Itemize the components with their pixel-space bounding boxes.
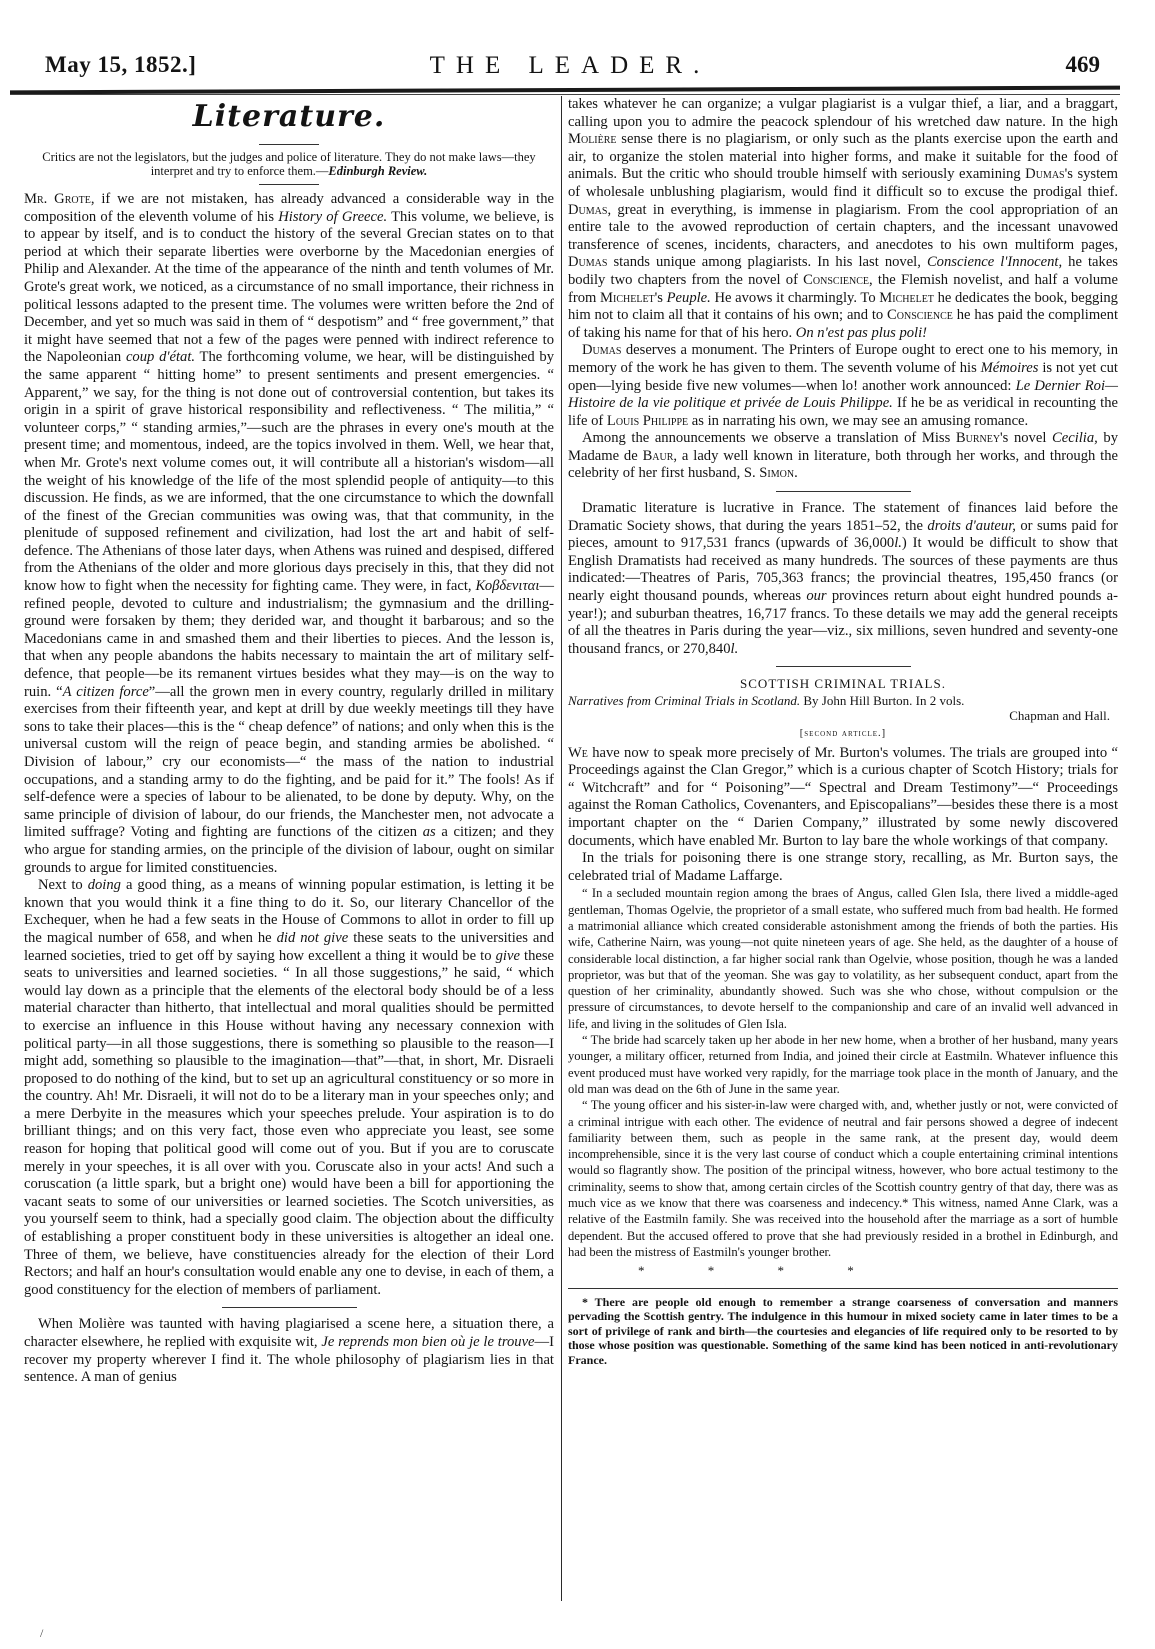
italic-phrase: A citizen force — [62, 683, 149, 700]
epigraph — [24, 151, 554, 178]
text-run: Dramatic literature is lucrative in France. The statement of finances laid before the Dramatic Society shows, that during the years 1851–52, the — [568, 500, 1118, 534]
proper-name: Dumas — [568, 201, 608, 218]
italic-phrase: as — [422, 824, 436, 841]
text-run: these seats to universities and learned societies. “ In all those suggestions,” he said, “ which would lay down as a principle that the elements of the electoral body should be of a less material character than hitherto, that intellectual and moral qualities should be permitted to exercise an influence in this House without having any necessary connexion with political party—in all those suggestions, there is something so plausible to the reason—I might add, something so plausible to the imagination—that”—that, in short, Mr. Disraeli proposed to do nothing of the kind, but to set up an agricultural constituency or so more in the country. Ah! Mr. Disraeli, it will not do to be a literary man in your speeches only; and a mere Derbyite in the measures which your speeches prelude. Your aspiration is to do brilliant things; and on this very fact, those even who appreciate you least, see some reason for hoping that political good will come out of you. But if you are to coruscate merely in your speeches, it is all over with you. Coruscate also in your acts! And such a coruscation (a little spark, but a bright one) would have been a bill for apportioning the vacant seats to some of our universities or learned societies. The Scotch universities, as you yourself seem to think, had a specially good claim. The objection about the difficulty of establishing a proper constituent body in these universities is altogether an ideal one. Three of them, we believe, have constituencies already for the election of their Lord Rectors; and half an hour's consultation would enable any one to devise, in each of them, a good constituency for the election of members of parliament. — [24, 947, 554, 1298]
italic-phrase: droits d'auteur, — [927, 517, 1016, 534]
review-book-title: Narratives from Criminal Trials in Scotland. — [568, 693, 801, 708]
italic-phrase: doing — [87, 877, 121, 894]
text-run: If he be as veridical in recounting the life of — [568, 395, 1118, 429]
text-run: he has paid the compliment of taking his name for that of his hero. — [568, 307, 1118, 341]
paragraph-burton — [568, 745, 1118, 851]
proper-name: Michelet — [600, 289, 655, 306]
section-rule — [776, 491, 911, 492]
book-title: Cecilia, — [1052, 430, 1098, 447]
title-rule — [259, 144, 319, 145]
text-run: , great in everything, is immense in plagiarism. From the cool appropriation of an entire tale to the avowed reproduction of certain chapters, and the incessant unavowed transference of scenes, incidents, characters, and anecdotes to his own multiform pages, — [568, 201, 1118, 253]
review-heading: SCOTTISH CRIMINAL TRIALS. — [740, 676, 946, 692]
italic-phrase: Je reprends mon bien où je le trouve — [321, 1334, 535, 1350]
text-run: —I recover my property wherever I find it. The whole philosophy of plagiarism lies in that sentence. A man of genius — [24, 1334, 554, 1386]
quote-paragraph: “ The young officer and his sister-in-law were charged with, and, whether justly or not, were convicted of a criminal intrigue with each other. The evidence of neutral and fair persons showed a degree of indecent familiarity between them, such as people in the same rank, at the present day, would deem incomprehensible, since it is the very last course of conduct which a couple entertaining criminal intentions would so flagrantly show. The position of the principal witness, however, who bore actual testimony to the criminality, seems to show that, among certain circles of the Scottish country gentry of that day, there was as much vice as we know that there was coarseness and indecency.* This witness, named Anne Clark, was a relative of the Eastmiln family. She was received into the household after the marriage as a sort of humble dependent. But the accused offered to prove that she had previously resided in a brothel in Edinburgh, and had been the mistress of Eastmiln's younger brother. — [568, 1098, 1118, 1259]
currency-mark: l. — [894, 535, 902, 552]
text-run: takes whatever he can organize; a vulgar plagiarist is a vulgar thief, a liar, and a braggart, calling upon you to admire the peacock splendour of his wretched daw nature. In the high — [568, 96, 1118, 130]
text-run: Next to — [38, 877, 88, 894]
lead-name: Mr. Grote, — [24, 191, 95, 207]
text-run: a citizen; and they who argue for standing armies, on the principle of the division of labour, ought on similar grounds to argue for limited constituencies. — [24, 824, 554, 876]
text-run: if we are not mistaken, has already advanced a considerable way in the composition of the eleventh volume of his — [24, 191, 554, 225]
proper-name: Conscience — [803, 271, 870, 288]
italic-phrase: On n'est pas plus poli! — [795, 324, 928, 341]
epigraph-text: Critics are not the legislators, but the judges and police of literature. They do not make laws—they interpret and try to enforce them.— — [42, 150, 536, 178]
text-run: ”—all the grown men in every country, regularly drilled in military exercises from their fifteenth year, and kept at drill by due weekly meetings till they have sons to take their places—this is the “ cheap defence” of nations; and only when this is the universal custom will the reign of peace begin, and standing armies be abolished. “ Division of labour,” cry our economists—“ the mass of the nation to industrial occupations, and a standing army to do the fighting, and be paid for it.” The fools! As if self-defence were a species of labour to be alienated, to be done by deputy. Why, on the same principle of division of labour, do our friends, the Manchester men, not advocate a limited suffrage? Voting and fighting are functions of the citizen — [24, 683, 554, 841]
proper-name: Louis Philippe — [606, 412, 689, 429]
proper-name: Burney — [955, 430, 1001, 447]
quote-paragraph: “ In a secluded mountain region among the braes of Angus, called Glen Isla, there lived a middle-aged gentleman, Thomas Ogelvie, the proprietor of a small estate, who suffered much from bad health. He formed a matrimonial alliance which created considerable astonishment among the friends of both the parties. His wife, Catherine Nairn, was young—not quite nineteen years of age. She held, as the daughter of a house of considerable local distinction, a far higher social rank than Ogelvie, whose position, though he was a landed proprietor, was but that of the yeoman. She was gay to volatility, as her subsequent conduct, apart from the question of her criminality, abundantly showed. Such was she who chose, without compulsion or the pressure of circumstances, to devote herself to the companionship and care of an invalid well advanced in life, and living in the solitudes of Glen Isla. — [568, 886, 1118, 1031]
text-run: , the Flemish novelist, and half a volume from — [568, 271, 1118, 306]
proper-name: Dumas — [568, 254, 608, 271]
book-title: Le Dernier Roi—Histoire de la vie politique et privée de Louis Philippe. — [568, 377, 1118, 412]
lead-word: We — [568, 744, 588, 761]
page-mark: / — [40, 1626, 44, 1640]
issue-date: May 15, 1852.] — [45, 52, 197, 77]
review-book-author: By John Hill Burton. In 2 vols. — [800, 693, 965, 708]
text-run: sense there is no plagiarism, or only such as the plants exercise upon the earth and air, to organize the stolen material into higher forms, and make it suitable for the food of animals. But the critic who should trouble himself with seriously examining — [568, 131, 1118, 183]
italic-phrase: our — [806, 588, 827, 605]
epigraph-rule — [259, 184, 319, 185]
section-rule — [776, 666, 911, 667]
text-run: . — [794, 465, 798, 482]
currency-mark: l. — [730, 640, 739, 657]
text-run: , a lady well known in literature, both through her works, and through the celebrity of her first husband, S. — [568, 447, 1118, 482]
paragraph-dumas — [568, 342, 1118, 430]
footnote: * There are people old enough to remember a strange coarseness of conversation and manners pervading the Scottish gentry. The indulgence in this humour in mixed society came in later times to be a sort of privilege of rank and birth—the courtesies and elegancies of life required only to be resorted to by those whose position was questionable. Something of the same kind has been noticed in anti-revolutionary France. — [568, 1294, 1118, 1367]
book-title: Peuple. — [666, 289, 711, 306]
proper-name: Conscience — [887, 307, 953, 324]
text-run: This volume, we believe, is to appear by itself, and is to conduct the history of the several Grecian states on to that period at which their separate liberties were overborne by the Macedonian energies of Philip and Alexander. At the time of the appearance of the ninth and tenth volumes of Mr. Grote's great work, we noticed, as a circumstance of no small importance, their richness in political lessons adapted to the present time. The volumes were written before the 2nd of December, and yet so much was said in them of “ despotism” and “ free government,” that it might have seemed that not a few of the pages were penned with indirect reference to the Napoleonian — [24, 208, 554, 366]
section-rule — [222, 1307, 357, 1308]
text-run: Among the announcements we observe a translation of Miss — [582, 430, 956, 447]
review-publisher: Chapman and Hall. — [1009, 708, 1110, 723]
text-run: stands unique among plagiarists. In his last novel, — [607, 254, 927, 271]
section-title: Literature. — [192, 99, 386, 134]
text-run: He avows it charmingly. To — [710, 289, 880, 306]
text-run: as in narrating his own, we may see an amusing romance. — [688, 412, 1029, 429]
section-stars: * * * * — [638, 1263, 854, 1279]
italic-phrase: coup d'état. — [125, 349, 196, 366]
article-tag: [second article.] — [799, 728, 887, 739]
proper-name: Simon — [759, 465, 795, 482]
text-run: is not yet cut open—lying beside five new volumes—when lo! another work announced: — [568, 359, 1118, 394]
italic-phrase: give — [495, 947, 520, 964]
paragraph-plagiarism — [568, 96, 1118, 342]
text-run: he dedicates the book, begging him not to claim all that it contains of his own; and to — [568, 289, 1118, 324]
text-run: by Madame de — [568, 430, 1119, 464]
quote-paragraph: “ The bride had scarcely taken up her abode in her new home, when a brother of her husband, many years younger, a military officer, returned from India, and joined their circle at Eastmiln. Whatever influence this event produced must have worked very rapidly, for the marriage took place in the month of January, and the old man was dead on the 6th of June in the same year. — [568, 1033, 1118, 1096]
text-run: provinces return about eight hundred pounds a-year!); and suburban theatres, 16,717 francs. To these details we may add the general receipts of all the theatres in Paris during the year—viz., six millions, seven hundred and seventy-one thousand francs, or 270,840 — [568, 588, 1119, 657]
newspaper-title: THE LEADER. — [429, 52, 711, 79]
paragraph-poisoning: In the trials for poisoning there is one strange story, recalling, as Mr. Burton says, the celebrated trial of Madame Laffarge. — [568, 850, 1118, 884]
paragraph-moliere — [24, 1316, 554, 1386]
text-run: ) It would be difficult to show that English Dramatists had received as many hundreds. The sources of these payments are thus indicated:—Theatres of Paris, 705,363 francs; the provincial theatres, 195,450 francs (or nearly eight thousand pounds, whereas — [568, 535, 1118, 605]
proper-name: Molière — [568, 131, 617, 148]
page-number: 469 — [1065, 52, 1100, 77]
text-run: or sums paid for pieces, amount to 917,531 francs (upwards of 36,000 — [568, 517, 1119, 552]
proper-name: Dumas — [582, 342, 622, 359]
proper-name: Dumas — [1025, 166, 1065, 183]
text-run: these seats to the universities and learned societies, tried to get off by saying how excellent a thing it would be to — [24, 929, 554, 964]
paragraph-disraeli — [24, 877, 554, 1299]
text-run: 's — [654, 289, 667, 306]
paragraph-burney — [568, 430, 1118, 483]
proper-name: Michelet — [879, 289, 934, 306]
book-title: History of Greece. — [278, 208, 388, 225]
text-run: a good thing, as a means of winning popular estimation, is letting it be known that you would think it a fine thing to do it. So, our literary Chancellor of the Exchequer, when he had a few seats in the House of Commons to allot in order to fill up the magical number of 658, and when he — [24, 877, 554, 946]
text-run: 's novel — [1000, 430, 1052, 447]
review-book-info — [568, 693, 1118, 708]
text-run: 's system of wholesale unblushing plagiarism, would find it difficult so to excuse the prodigal thief. — [568, 166, 1118, 200]
paragraph-grote — [24, 191, 554, 877]
paragraph-dramatic — [568, 500, 1118, 658]
text-run: have now to speak more precisely of Mr. Burton's volumes. The trials are grouped into “ Proceedings against the Clan Gregor,” which is a curious chapter of Scotch History; trials for “ Witchcraft” and for “ Poisoning”—“ Spectral and Dream Testimony”—“ Proceedings against the Roman Catholics, Covenanters, and Episcopalians”—besides these there is a most important chapter on the “ Darien Company,” illustrated by some newly discovered documents, which have enabled Mr. Burton to lay bare the whole workings of that company. — [568, 744, 1118, 849]
epigraph-source: Edinburgh Review. — [328, 163, 428, 178]
column-divider — [561, 96, 562, 1601]
text-run: —refined people, devoted to culture and industrialism; the gymnasium and the drilling-ground were forsaken by them; they derided war, and thought it barbarous; and so the Macedonians came in and smashed them and their liberties to pieces. And the lesson is, that when any people abandons the habits necessary to maintain the art of military self-defence, that people—be its remanent virtues besides what they may—is on the way to ruin. “ — [24, 578, 554, 700]
italic-phrase: did not give — [276, 929, 349, 946]
text-run: When Molière was taunted with having plagiarised a scene here, a situation there, a character elsewhere, he replied with exquisite wit, — [24, 1316, 554, 1350]
text-run: deserves a monument. The Printers of Europe ought to erect one to his memory, in memory of the work he has given to them. The seventh volume of his — [568, 342, 1118, 376]
text-run: The forthcoming volume, we hear, will be distinguished by the same apparent “ hitting home” to present sentiments and present emergencies. “ Apparent,” we say, for the thing is not done out of controversial contention, but takes its origin in a spirit of grave historical responsibility and reflectiveness. “ The militia,” “ volunteer corps,” “ standing armies,”—such are the phrases in every one's mouth at the present time; and momentous, indeed, are the topics involved in them. Well, we hear that, when Mr. Grote's next volume comes out, it will contribute all a historian's wisdom—all the weight of his knowledge of the life of the most splendid people of antiquity—to this discussion. He finds, as we are informed, that the one circumstance to which the downfall of the finest of the Grecian communities was owing was, that that community, in the plenitude of supposed refinement and civilization, had lost the art and habit of self-defence. The Athenians of those later days, when Athens was ruined and despised, differed from the Athenians of the older and more glorious days precisely in this, that they did not know how to fight when the necessity for fighting came. They were, in fact, — [24, 349, 554, 595]
text-run: he takes bodily two chapters from the novel of — [568, 254, 1118, 288]
masthead-rule-thin — [10, 94, 1120, 95]
left-column — [24, 96, 554, 1387]
right-column — [568, 96, 1118, 1367]
book-title: Mémoires — [980, 359, 1039, 376]
book-title: Conscience l'Innocent, — [926, 254, 1063, 271]
greek-word: Κοβδενιται — [475, 578, 540, 595]
proper-name: Baur — [642, 447, 674, 464]
footnote-rule — [568, 1288, 1118, 1289]
